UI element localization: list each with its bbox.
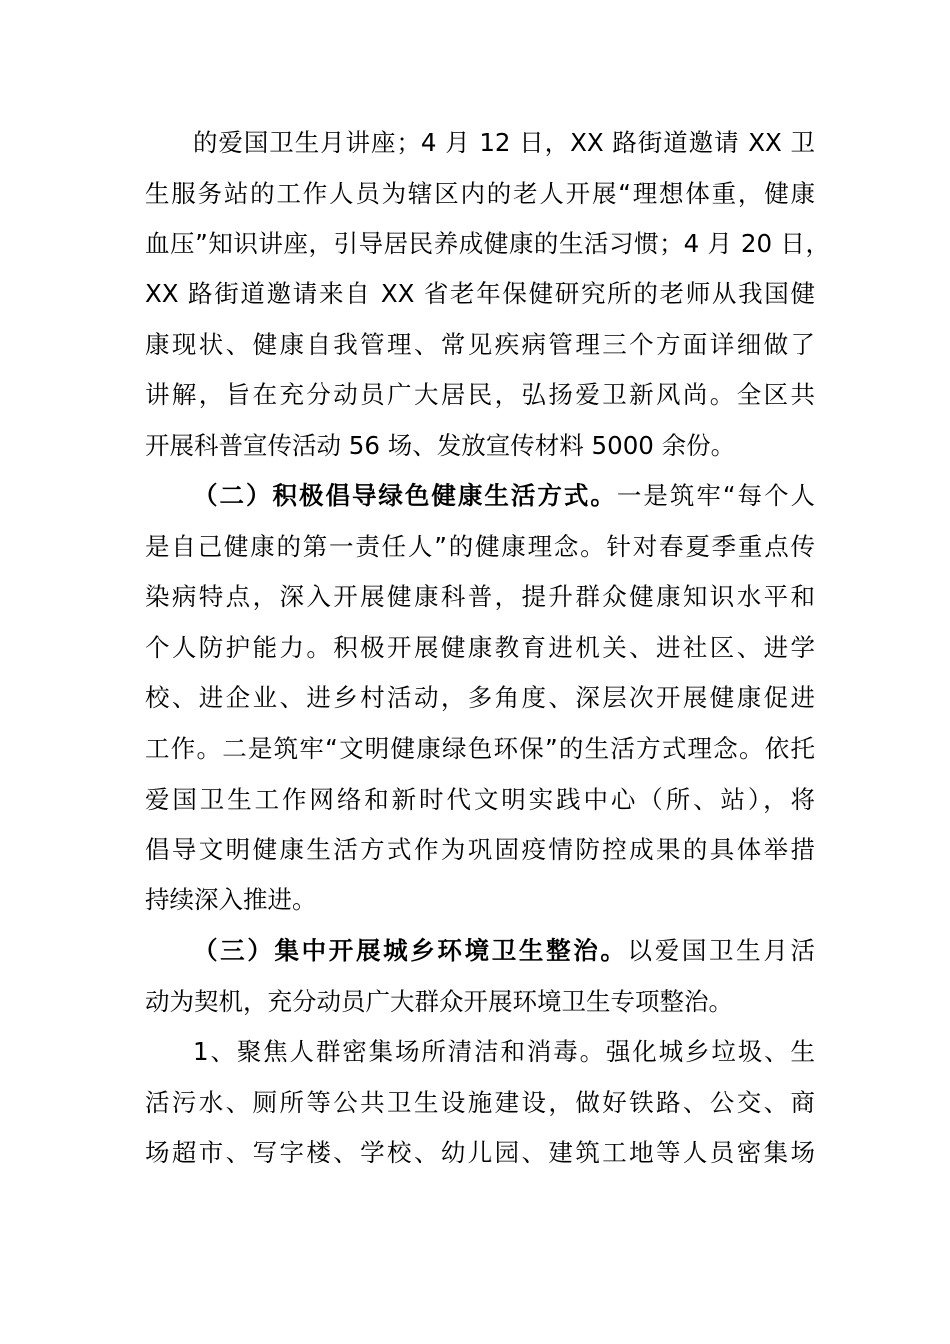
text-line: 1、聚焦人群密集场所清洁和消毒。强化城乡垃圾、生 (193, 1037, 815, 1066)
heading-2-bold: （二）积极倡导绿色健康生活方式。 (193, 481, 617, 510)
section-heading-2 (193, 476, 815, 516)
text-line: 的爱国卫生月讲座；4 月 12 日，XX 路街道邀请 XX 卫 (193, 128, 815, 157)
text-line: 倡导文明健康生活方式作为巩固疫情防控成果的具体举措 (145, 835, 815, 864)
text-line: 染病特点，深入开展健康科普，提升群众健康知识水平和 (145, 582, 815, 611)
heading-2-rest: 一是筑牢“每个人 (616, 481, 815, 510)
text-line: 工作。二是筑牢“文明健康绿色环保”的生活方式理念。依托 (145, 734, 815, 763)
text-line: XX 路街道邀请来自 XX 省老年保健研究所的老师从我国健 (145, 279, 815, 308)
text-line: 动为契机，充分动员广大群众开展环境卫生专项整治。 (145, 987, 733, 1016)
text-line: 讲解，旨在充分动员广大居民，弘扬爱卫新风尚。全区共 (145, 380, 815, 409)
text-line: 生服务站的工作人员为辖区内的老人开展“理想体重，健康 (145, 179, 815, 208)
text-line: 校、进企业、进乡村活动，多角度、深层次开展健康促进 (145, 683, 815, 712)
text-line: 个人防护能力。积极开展健康教育进机关、进社区、进学 (145, 633, 815, 662)
text-line: 场超市、写字楼、学校、幼儿园、建筑工地等人员密集场 (145, 1138, 815, 1167)
text-line: 血压”知识讲座，引导居民养成健康的生活习惯；4 月 20 日， (145, 229, 830, 258)
heading-3-rest: 以爱国卫生月活 (627, 936, 816, 965)
text-line: 开展科普宣传活动 56 场、发放宣传材料 5000 余份。 (145, 431, 736, 460)
text-line: 是自己健康的第一责任人”的健康理念。针对春夏季重点传 (145, 532, 815, 561)
text-line: 活污水、厕所等公共卫生设施建设，做好铁路、公交、商 (145, 1088, 815, 1117)
heading-3-bold: （三）集中开展城乡环境卫生整治。 (193, 936, 628, 965)
text-line: 持续深入推进。 (145, 885, 317, 914)
section-heading-3 (193, 931, 815, 971)
text-line: 康现状、健康自我管理、常见疾病管理三个方面详细做了 (145, 330, 815, 359)
text-line: 爱国卫生工作网络和新时代文明实践中心（所、站），将 (145, 785, 815, 814)
